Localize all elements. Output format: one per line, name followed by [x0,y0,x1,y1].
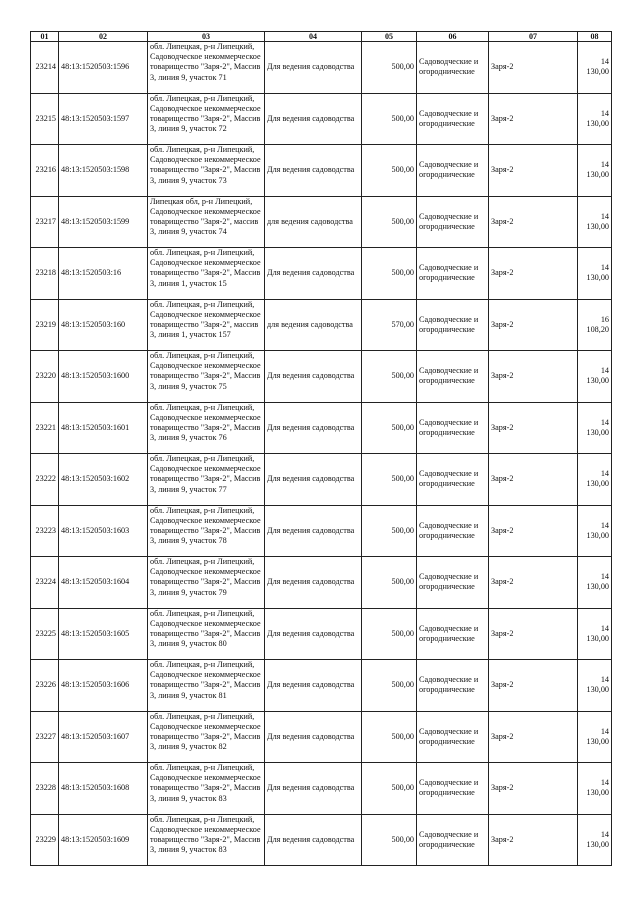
cadastral-number-cell: 48:13:1520503:160 [59,299,148,351]
partnership-name-cell: Заря-2 [489,814,578,866]
column-header: 03 [148,32,265,42]
permitted-use-cell: Для ведения садоводства [265,557,362,609]
cadastral-value-cell: 14 130,00 [578,660,612,712]
cadastral-number-cell: 48:13:1520503:1609 [59,814,148,866]
permitted-use-cell: Для ведения садоводства [265,711,362,763]
permitted-use-cell: для ведения садоводства [265,299,362,351]
address-cell [148,196,265,248]
row-number-cell: 23222 [31,454,59,506]
area-cell: 500,00 [362,454,417,506]
partnership-name-cell: Заря-2 [489,711,578,763]
area-cell: 500,00 [362,145,417,197]
partnership-name-cell: Заря-2 [489,608,578,660]
cadastral-value-cell: 14 130,00 [578,42,612,94]
address-text: обл. Липецкая, р-н Липецкий, Садоводческое некоммерческое товарищество "Заря-2", Массив 3, линия 9, участок 83 [150,763,261,803]
permitted-use-cell: Для ведения садоводства [265,814,362,866]
address-cell [148,145,265,197]
partnership-name-cell: Заря-2 [489,351,578,403]
address-text: обл. Липецкая, р-н Липецкий, Садоводческое некоммерческое товарищество "Заря-2", Массив 3, линия 9, участок 71 [150,42,261,82]
row-number-cell: 23225 [31,608,59,660]
cadastral-value-cell: 16 108,20 [578,299,612,351]
category-cell: Садоводческие и огороднические [417,248,489,300]
row-number-cell: 23218 [31,248,59,300]
table-row [31,402,612,454]
category-cell: Садоводческие и огороднические [417,42,489,94]
permitted-use-cell: Для ведения садоводства [265,248,362,300]
category-cell: Садоводческие и огороднические [417,711,489,763]
row-number-cell: 23216 [31,145,59,197]
category-cell: Садоводческие и огороднические [417,93,489,145]
address-cell [148,763,265,815]
address-text: обл. Липецкая, р-н Липецкий, Садоводческое некоммерческое товарищество "Заря-2", Массив 3, линия 9, участок 81 [150,660,261,700]
address-text: обл. Липецкая, р-н Липецкий, Садоводческое некоммерческое товарищество "Заря-2", Массив 3, линия 9, участок 76 [150,402,261,443]
cadastral-value-cell: 14 130,00 [578,93,612,145]
address-text: обл. Липецкая, р-н Липецкий, Садоводческое некоммерческое товарищество "Заря-2", Массив 3, линия 9, участок 78 [150,505,261,546]
cadastral-number-cell: 48:13:1520503:1596 [59,42,148,94]
table-row [31,145,612,197]
permitted-use-cell: Для ведения садоводства [265,402,362,454]
cadastral-value-cell: 14 130,00 [578,196,612,248]
row-number-cell: 23217 [31,196,59,248]
permitted-use-cell: Для ведения садоводства [265,763,362,815]
cadastral-value-cell: 14 130,00 [578,145,612,197]
address-cell [148,248,265,300]
table-row [31,196,612,248]
column-header: 07 [489,32,578,42]
area-cell: 500,00 [362,711,417,763]
address-cell [148,42,265,94]
row-number-cell: 23221 [31,402,59,454]
table-row [31,660,612,712]
cadastral-value-cell: 14 130,00 [578,454,612,506]
address-cell [148,505,265,557]
category-cell: Садоводческие и огороднические [417,351,489,403]
area-cell: 500,00 [362,351,417,403]
address-text: обл. Липецкая, р-н Липецкий, Садоводческое некоммерческое товарищество "Заря-2", массив 3, линия 1, участок 157 [150,299,261,340]
partnership-name-cell: Заря-2 [489,763,578,815]
header-row [31,32,612,42]
category-cell: Садоводческие и огороднические [417,660,489,712]
row-number-cell: 23219 [31,299,59,351]
column-header: 04 [265,32,362,42]
cadastral-number-cell: 48:13:1520503:1605 [59,608,148,660]
address-cell [148,454,265,506]
row-number-cell: 23215 [31,93,59,145]
category-cell: Садоводческие и огороднические [417,299,489,351]
address-text: обл. Липецкая, р-н Липецкий, Садоводческое некоммерческое товарищество "Заря-2", Массив 3, линия 1, участок 15 [150,248,261,288]
area-cell: 500,00 [362,557,417,609]
cadastral-value-cell: 14 130,00 [578,557,612,609]
area-cell: 500,00 [362,42,417,94]
address-cell [148,402,265,454]
row-number-cell: 23226 [31,660,59,712]
category-cell: Садоводческие и огороднические [417,505,489,557]
table-row [31,248,612,300]
column-header: 01 [31,32,59,42]
partnership-name-cell: Заря-2 [489,196,578,248]
cadastral-value-cell: 14 130,00 [578,608,612,660]
partnership-name-cell: Заря-2 [489,93,578,145]
table-body [31,42,612,866]
register-table [30,31,612,866]
cadastral-value-cell: 14 130,00 [578,351,612,403]
cadastral-number-cell: 48:13:1520503:1597 [59,93,148,145]
category-cell: Садоводческие и огороднические [417,557,489,609]
category-cell: Садоводческие и огороднические [417,608,489,660]
area-cell: 500,00 [362,196,417,248]
permitted-use-cell: Для ведения садоводства [265,660,362,712]
permitted-use-cell: Для ведения садоводства [265,454,362,506]
cadastral-value-cell: 14 130,00 [578,248,612,300]
address-text: обл. Липецкая, р-н Липецкий, Садоводческое некоммерческое товарищество "Заря-2", Массив 3, линия 9, участок 80 [150,608,261,649]
area-cell: 500,00 [362,402,417,454]
cadastral-number-cell: 48:13:1520503:1606 [59,660,148,712]
address-text: обл. Липецкая, р-н Липецкий, Садоводческое некоммерческое товарищество "Заря-2", Массив 3, линия 9, участок 79 [150,557,261,597]
row-number-cell: 23223 [31,505,59,557]
column-header: 05 [362,32,417,42]
area-cell: 570,00 [362,299,417,351]
partnership-name-cell: Заря-2 [489,42,578,94]
table-row [31,299,612,351]
area-cell: 500,00 [362,660,417,712]
row-number-cell: 23227 [31,711,59,763]
permitted-use-cell: Для ведения садоводства [265,42,362,94]
address-text: обл. Липецкая, р-н Липецкий, Садоводческое некоммерческое товарищество "Заря-2", Массив 3, линия 9, участок 83 [150,814,261,855]
category-cell: Садоводческие и огороднические [417,454,489,506]
cadastral-number-cell: 48:13:1520503:16 [59,248,148,300]
cadastral-number-cell: 48:13:1520503:1602 [59,454,148,506]
permitted-use-cell: Для ведения садоводства [265,608,362,660]
cadastral-number-cell: 48:13:1520503:1608 [59,763,148,815]
cadastral-number-cell: 48:13:1520503:1604 [59,557,148,609]
address-text: обл. Липецкая, р-н Липецкий, Садоводческое некоммерческое товарищество "Заря-2", Массив 3, линия 9, участок 73 [150,145,261,185]
permitted-use-cell: Для ведения садоводства [265,145,362,197]
row-number-cell: 23220 [31,351,59,403]
permitted-use-cell: Для ведения садоводства [265,351,362,403]
category-cell: Садоводческие и огороднические [417,814,489,866]
address-text: обл. Липецкая, р-н Липецкий, Садоводческое некоммерческое товарищество "Заря-2", Массив 3, линия 9, участок 82 [150,711,261,752]
partnership-name-cell: Заря-2 [489,454,578,506]
table-row [31,608,612,660]
address-text: обл. Липецкая, р-н Липецкий, Садоводческое некоммерческое товарищество "Заря-2", Массив 3, линия 9, участок 77 [150,454,261,494]
table-row [31,814,612,866]
address-text: обл. Липецкая, р-н Липецкий, Садоводческое некоммерческое товарищество "Заря-2", Массив 3, линия 9, участок 75 [150,351,261,391]
permitted-use-cell: для ведения садоводства [265,196,362,248]
cadastral-value-cell: 14 130,00 [578,814,612,866]
address-text: обл. Липецкая, р-н Липецкий, Садоводческое некоммерческое товарищество "Заря-2", Массив 3, линия 9, участок 72 [150,93,261,134]
column-header: 08 [578,32,612,42]
address-cell [148,660,265,712]
table-row [31,93,612,145]
area-cell: 500,00 [362,505,417,557]
address-cell [148,299,265,351]
address-cell [148,351,265,403]
partnership-name-cell: Заря-2 [489,299,578,351]
table-row [31,557,612,609]
cadastral-number-cell: 48:13:1520503:1603 [59,505,148,557]
area-cell: 500,00 [362,608,417,660]
cadastral-number-cell: 48:13:1520503:1599 [59,196,148,248]
cadastral-number-cell: 48:13:1520503:1601 [59,402,148,454]
partnership-name-cell: Заря-2 [489,557,578,609]
category-cell: Садоводческие и огороднические [417,763,489,815]
cadastral-number-cell: 48:13:1520503:1600 [59,351,148,403]
row-number-cell: 23229 [31,814,59,866]
table-row [31,505,612,557]
table-row [31,42,612,94]
partnership-name-cell: Заря-2 [489,248,578,300]
cadastral-value-cell: 14 130,00 [578,711,612,763]
table-row [31,454,612,506]
permitted-use-cell: Для ведения садоводства [265,505,362,557]
category-cell: Садоводческие и огороднические [417,196,489,248]
partnership-name-cell: Заря-2 [489,660,578,712]
row-number-cell: 23224 [31,557,59,609]
category-cell: Садоводческие и огороднические [417,402,489,454]
cadastral-value-cell: 14 130,00 [578,402,612,454]
table-row [31,763,612,815]
column-header: 06 [417,32,489,42]
partnership-name-cell: Заря-2 [489,402,578,454]
table-row [31,711,612,763]
row-number-cell: 23214 [31,42,59,94]
address-cell [148,608,265,660]
address-text: Липецкая обл, р-н Липецкий, Садоводческое некоммерческое товарищество "Заря-2", массив 3, линия 9, участок 74 [150,196,261,237]
cadastral-value-cell: 14 130,00 [578,505,612,557]
address-cell [148,93,265,145]
cadastral-value-cell: 14 130,00 [578,763,612,815]
area-cell: 500,00 [362,248,417,300]
cadastral-number-cell: 48:13:1520503:1607 [59,711,148,763]
area-cell: 500,00 [362,814,417,866]
category-cell: Садоводческие и огороднические [417,145,489,197]
column-header: 02 [59,32,148,42]
partnership-name-cell: Заря-2 [489,505,578,557]
cadastral-number-cell: 48:13:1520503:1598 [59,145,148,197]
table-row [31,351,612,403]
partnership-name-cell: Заря-2 [489,145,578,197]
area-cell: 500,00 [362,93,417,145]
area-cell: 500,00 [362,763,417,815]
address-cell [148,711,265,763]
address-cell [148,814,265,866]
permitted-use-cell: Для ведения садоводства [265,93,362,145]
row-number-cell: 23228 [31,763,59,815]
address-cell [148,557,265,609]
